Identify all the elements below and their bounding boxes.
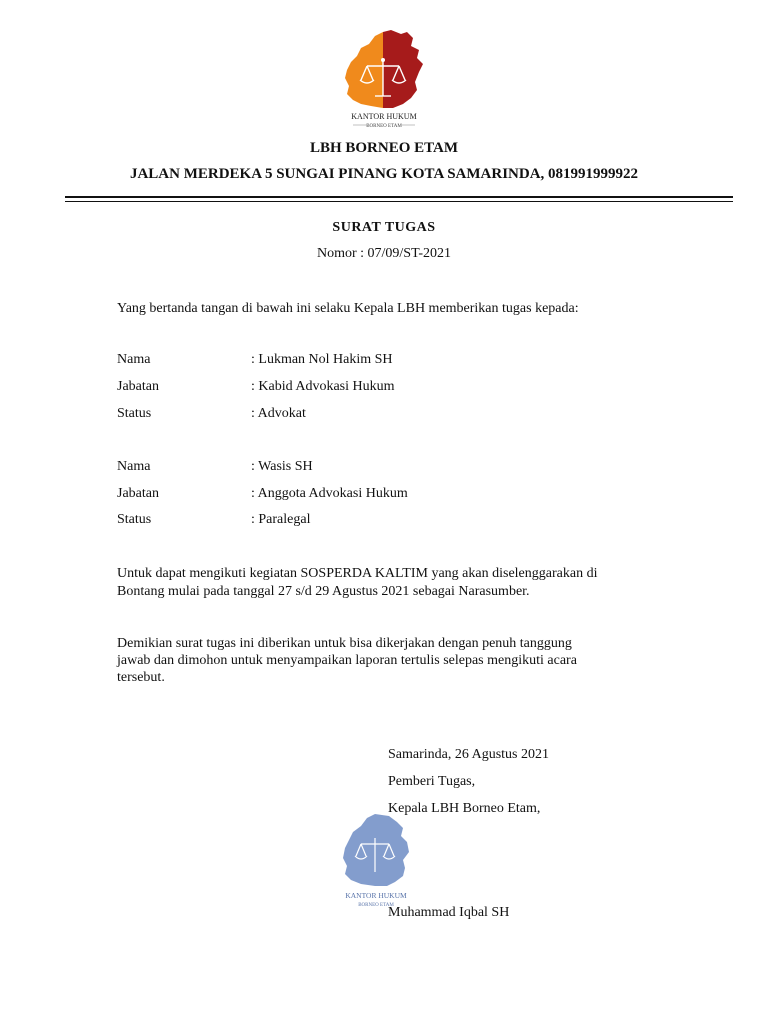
svg-text:BORNEO ETAM: BORNEO ETAM	[366, 124, 402, 129]
person1-status-value: : Advokat	[251, 406, 306, 421]
signature-role-1: Pemberi Tugas,	[388, 774, 476, 789]
person1-name-value: : Lukman Nol Hakim SH	[251, 352, 393, 367]
signature-place-date: Samarinda, 26 Agustus 2021	[388, 747, 549, 762]
header-divider-thick	[65, 196, 733, 198]
signature-role-2: Kepala LBH Borneo Etam,	[388, 801, 541, 816]
person1-position-label: Jabatan	[117, 379, 159, 394]
organization-name: LBH BORNEO ETAM	[309, 140, 459, 156]
svg-text:KANTOR HUKUM: KANTOR HUKUM	[351, 112, 417, 121]
organization-address: JALAN MERDEKA 5 SUNGAI PINANG KOTA SAMARINDA, 081991999922	[129, 166, 639, 182]
person2-status-value: : Paralegal	[251, 512, 311, 527]
person2-position-label: Jabatan	[117, 486, 159, 501]
person2-position-value: : Anggota Advokasi Hukum	[251, 486, 408, 501]
header-divider-thin	[65, 201, 733, 202]
borneo-map-scales-icon	[331, 26, 437, 130]
svg-text:BORNEO ETAM: BORNEO ETAM	[358, 903, 394, 908]
person2-status-label: Status	[117, 512, 152, 527]
stamp-map-scales-icon	[331, 808, 421, 908]
person1-status-label: Status	[117, 406, 152, 421]
letter-title: SURAT TUGAS	[332, 220, 436, 235]
lbh-logo	[331, 26, 437, 130]
purpose-line-2: Bontang mulai pada tanggal 27 s/d 29 Agustus 2021 sebagai Narasumber.	[117, 584, 530, 599]
person2-name-value: : Wasis SH	[251, 459, 313, 474]
person1-name-label: Nama	[117, 352, 151, 367]
closing-line-2: jawab dan dimohon untuk menyampaikan laporan tertulis selepas mengikuti acara	[117, 653, 577, 668]
purpose-line-1: Untuk dapat mengikuti kegiatan SOSPERDA KALTIM yang akan diselenggarakan di	[117, 566, 598, 581]
svg-text:KANTOR HUKUM: KANTOR HUKUM	[345, 891, 407, 900]
closing-line-1: Demikian surat tugas ini diberikan untuk bisa dikerjakan dengan penuh tanggung	[117, 636, 572, 651]
letter-number: Nomor : 07/09/ST-2021	[316, 246, 452, 261]
signatory-name: Muhammad Iqbal SH	[388, 905, 510, 920]
office-stamp	[331, 808, 421, 908]
intro-paragraph: Yang bertanda tangan di bawah ini selaku Kepala LBH memberikan tugas kepada:	[117, 301, 579, 316]
person2-name-label: Nama	[117, 459, 151, 474]
person1-position-value: : Kabid Advokasi Hukum	[251, 379, 395, 394]
closing-line-3: tersebut.	[117, 670, 165, 685]
